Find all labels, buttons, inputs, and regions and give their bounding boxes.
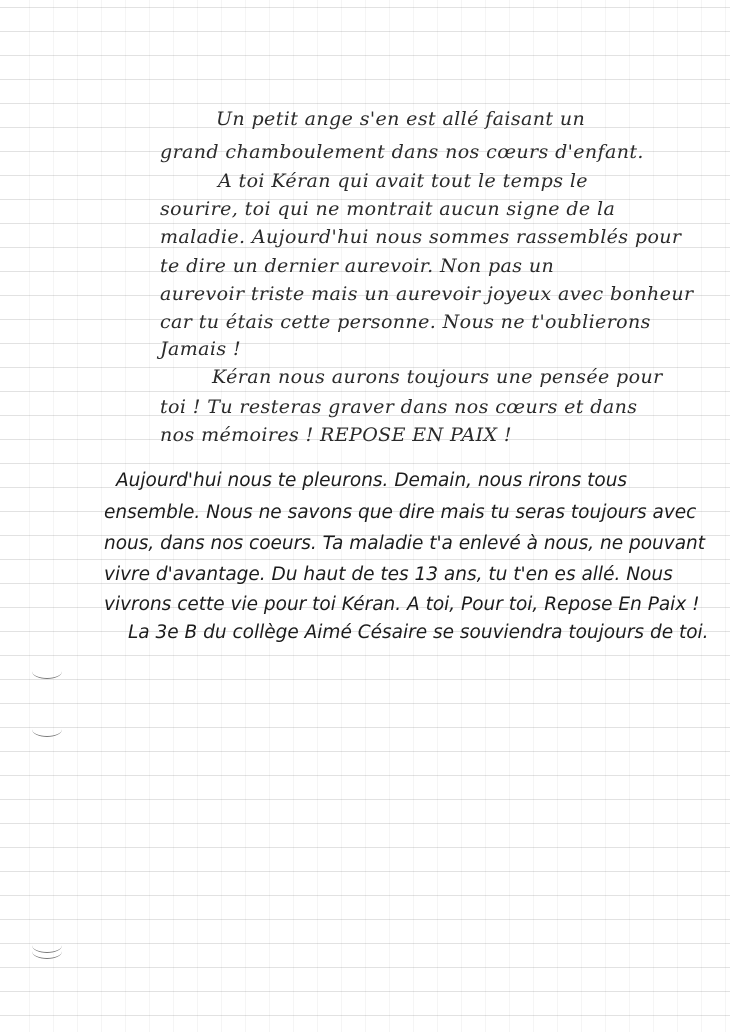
message-line: vivrons cette vie pour toi Kéran. A toi, Pour toi, Repose En Paix ! — [104, 594, 700, 615]
message-line: car tu étais cette personne. Nous ne t'oublierons — [160, 311, 651, 333]
binder-hole — [32, 722, 62, 737]
message-line: aurevoir triste mais un aurevoir joyeux avec bonheur — [160, 283, 694, 305]
message-line: maladie. Aujourd'hui nous sommes rassemblés pour — [160, 226, 682, 248]
message-line: grand chamboulement dans nos cœurs d'enfant. — [160, 141, 644, 163]
message-line: te dire un dernier aurevoir. Non pas un — [160, 255, 555, 277]
message-line: vivre d'avantage. Du haut de tes 13 ans, tu t'en es allé. Nous — [104, 564, 673, 585]
message-line: nous, dans nos coeurs. Ta maladie t'a enlevé à nous, ne pouvant — [104, 533, 706, 554]
message-line: ensemble. Nous ne savons que dire mais tu seras toujours avec — [104, 502, 697, 523]
message-line: sourire, toi qui ne montrait aucun signe de la — [160, 198, 616, 220]
message-line: Kéran nous aurons toujours une pensée pour — [212, 366, 663, 388]
message-line: toi ! Tu resteras graver dans nos cœurs et dans — [160, 396, 638, 418]
message-line: Aujourd'hui nous te pleurons. Demain, nous rirons tous — [116, 470, 628, 491]
binder-hole — [32, 944, 62, 959]
message-line: Un petit ange s'en est allé faisant un — [216, 108, 586, 130]
message-line: La 3e B du collège Aimé Césaire se souviendra toujours de toi. — [128, 622, 709, 643]
message-line: nos mémoires ! REPOSE EN PAIX ! — [160, 424, 512, 446]
message-line: Jamais ! — [160, 338, 241, 360]
binder-hole — [32, 664, 62, 679]
message-line: A toi Kéran qui avait tout le temps le — [218, 170, 588, 192]
